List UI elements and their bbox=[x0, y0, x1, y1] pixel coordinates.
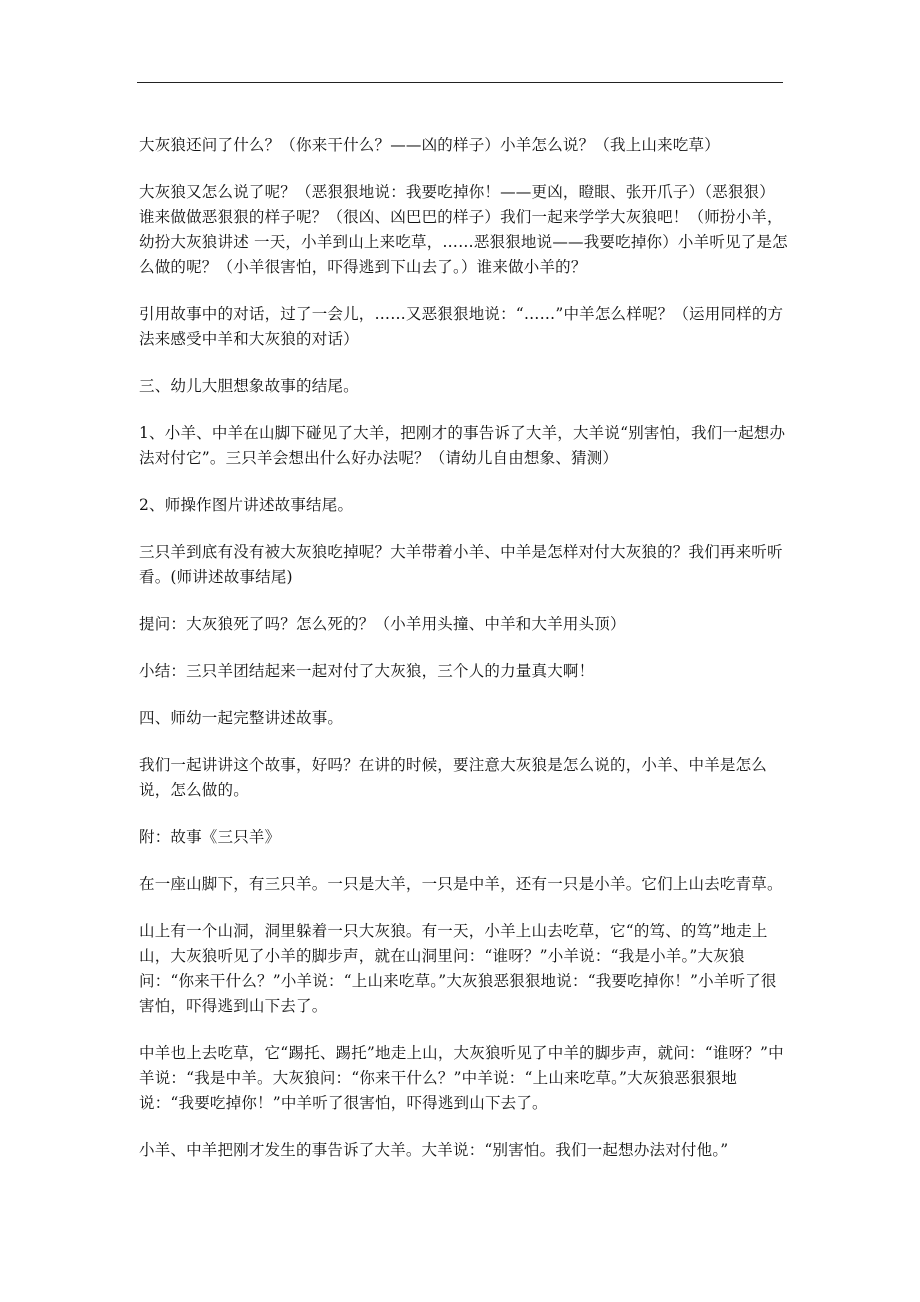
section-heading: 三、幼儿大胆想象故事的结尾。 bbox=[139, 377, 359, 395]
paragraph: 大灰狼还问了什么？（你来干什么？——凶的样子）小羊怎么说？（我上山来吃草） bbox=[139, 136, 720, 154]
paragraph: 小羊、中羊把刚才发生的事告诉了大羊。大羊说：“别害怕。我们一起想办法对付他。” bbox=[139, 1141, 729, 1159]
story-title: 附：故事《三只羊》 bbox=[139, 828, 281, 846]
paragraph: 1、小羊、中羊在山脚下碰见了大羊，把刚才的事告诉了大羊，大羊说“别害怕，我们一起想办法对付它”。三只羊会想出什么好办法呢？（请幼儿自由想象、猜测） bbox=[139, 424, 786, 467]
paragraph: 大灰狼又怎么说了呢？（恶狠狠地说：我要吃掉你！——更凶，瞪眼、张开爪子）（恶狠狠）谁来做做恶狠狠的样子呢？（很凶、凶巴巴的样子）我们一起来学学大灰狼吧！（师扮小羊，幼扮大灰狼讲述 一天，小羊到山上来吃草，……恶狠狠地说——我要吃掉你）小羊听见了是怎么做的呢？（小羊很害怕，吓得逃到下山去了。）谁来做小羊的？ bbox=[139, 183, 788, 276]
paragraph: 三只羊到底有没有被大灰狼吃掉呢？大羊带着小羊、中羊是怎样对付大灰狼的？我们再来听听看。(师讲述故事结尾) bbox=[139, 543, 783, 586]
paragraph: 引用故事中的对话，过了一会儿，……又恶狠狠地说：“……”中羊怎么样呢？（运用同样的方法来感受中羊和大灰狼的对话） bbox=[139, 305, 784, 348]
document-body bbox=[139, 133, 789, 1185]
paragraph: 提问：大灰狼死了吗？怎么死的？（小羊用头撞、中羊和大羊用头顶） bbox=[139, 615, 626, 633]
header-rule bbox=[137, 82, 783, 83]
paragraph: 山上有一个山洞，洞里躲着一只大灰狼。有一天，小羊上山去吃草，它“的笃、的笃”地走上山，大灰狼听见了小羊的脚步声，就在山洞里问：“谁呀？”小羊说：“我是小羊。”大灰狼问：“你来干什么？”小羊说：“上山来吃草。”大灰狼恶狠狠地说：“我要吃掉你！”小羊听了很害怕，吓得逃到山下去了。 bbox=[139, 922, 777, 1015]
paragraph: 小结：三只羊团结起来一起对付了大灰狼，三个人的力量真大啊！ bbox=[139, 662, 595, 680]
paragraph: 2、师操作图片讲述故事结尾。 bbox=[139, 496, 354, 514]
paragraph: 在一座山脚下，有三只羊。一只是大羊，一只是中羊，还有一只是小羊。它们上山去吃青草。 bbox=[139, 875, 783, 893]
section-heading: 四、师幼一起完整讲述故事。 bbox=[139, 709, 344, 727]
paragraph: 中羊也上去吃草，它“踢托、踢托”地走上山，大灰狼听见了中羊的脚步声，就问：“谁呀？”中羊说：“我是中羊。大灰狼问：“你来干什么？”中羊说：“上山来吃草。”大灰狼恶狠狠地说：“我要吃掉你！”中羊听了很害怕，吓得逃到山下去了。 bbox=[139, 1044, 784, 1112]
paragraph: 我们一起讲讲这个故事，好吗？在讲的时候，要注意大灰狼是怎么说的，小羊、中羊是怎么说，怎么做的。 bbox=[139, 756, 768, 799]
